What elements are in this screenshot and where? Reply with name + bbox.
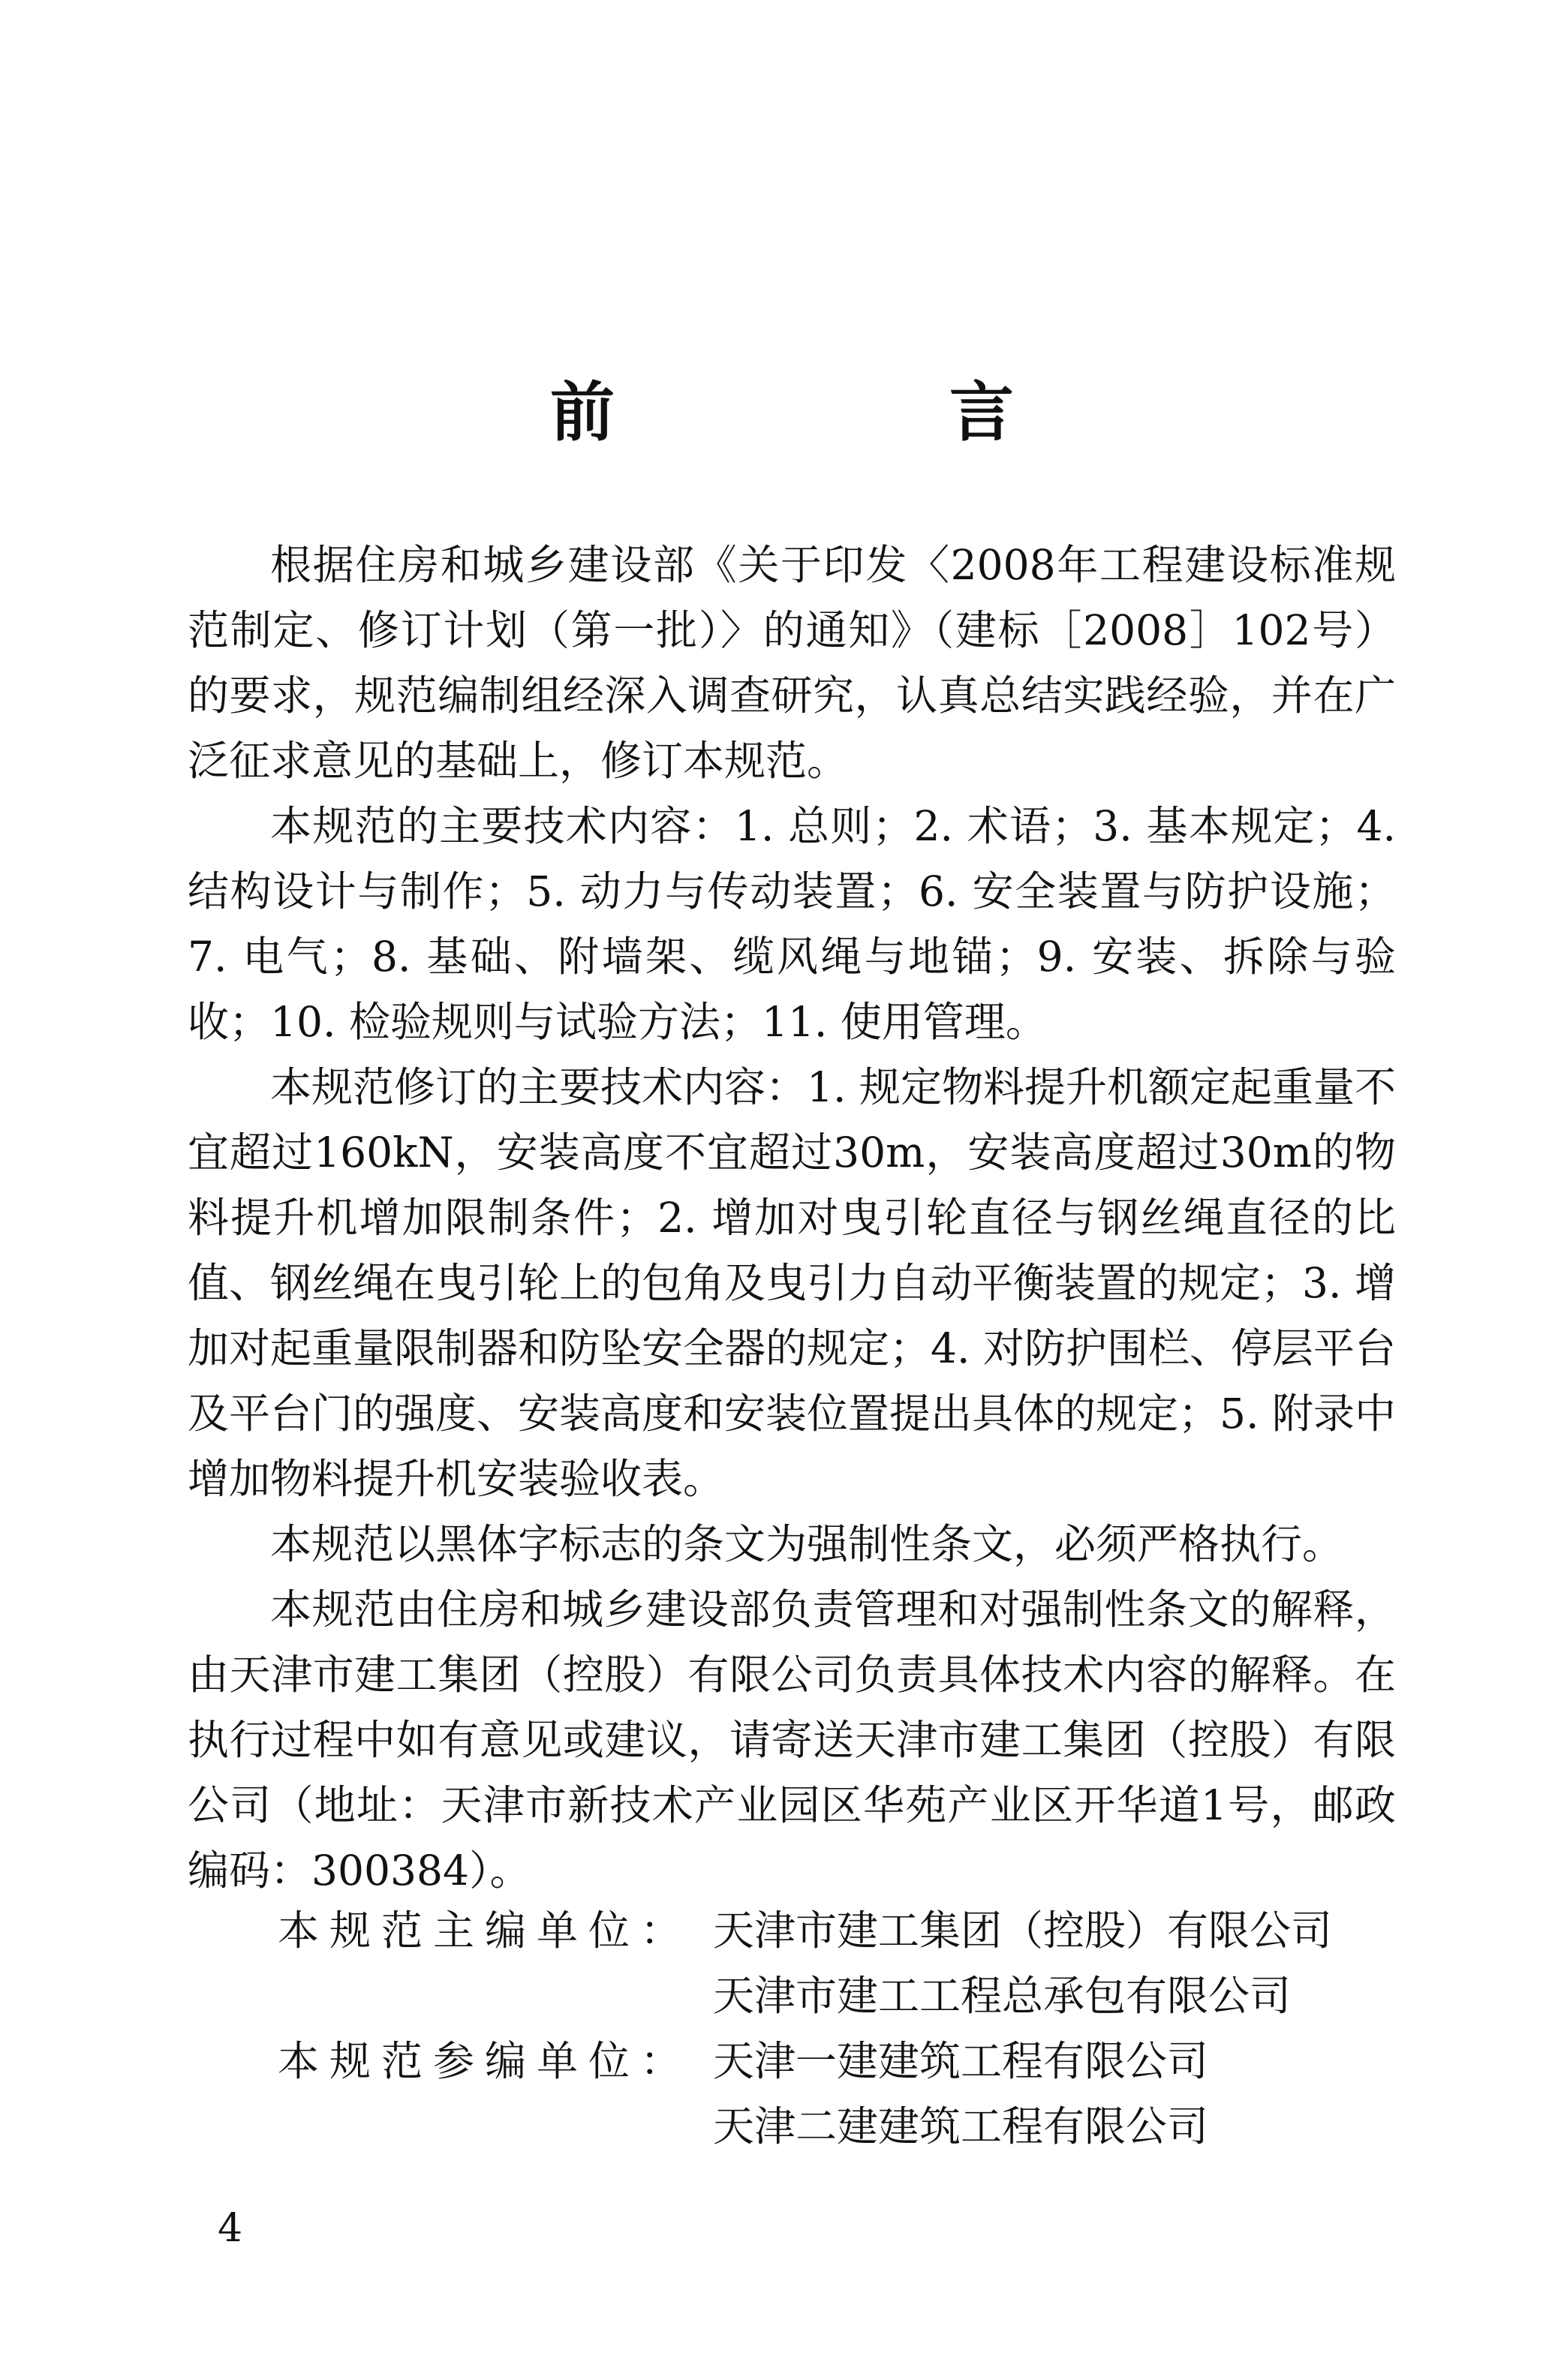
participating-unit: 天津二建建筑工程有限公司 [713, 2102, 1209, 2150]
participating-units-list [713, 2029, 1208, 2159]
chief-units-label: 本规范主编单位： [278, 1907, 693, 1955]
paragraph-management: 本规范由住房和城乡建设部负责管理和对强制性条文的解释，由天津市建工集团（控股）有限公司负责具体技术内容的解释。在执行过程中如有意见或建议，请寄送天津市建工集团（控股）有限公司（地址：天津市新技术产业园区华苑产业区开华道1号，邮政编码：300384）。 [188, 1585, 1396, 1895]
participating-units-row [278, 2029, 1332, 2159]
chief-units-list [713, 1898, 1332, 2029]
participating-units-label: 本规范参编单位： [278, 2037, 693, 2085]
compiling-units [278, 1898, 1332, 2159]
page-title: 前 言 [550, 375, 1149, 450]
preface-body [188, 533, 1396, 1904]
paragraph-main-contents: 本规范的主要技术内容：1. 总则；2. 术语；3. 基本规定；4. 结构设计与制作；5. 动力与传动装置；6. 安全装置与防护设施；7. 电气；8. 基础、附墙架、缆风绳与地锚；9. 安装、拆除与验收；10. 检验规则与试验方法；11. 使用管理。 [188, 802, 1396, 1046]
chief-units-row [278, 1898, 1332, 2029]
paragraph-revision-contents: 本规范修订的主要技术内容：1. 规定物料提升机额定起重量不宜超过160kN，安装高度不宜超过30m，安装高度超过30m的物料提升机增加限制条件；2. 增加对曳引轮直径与钢丝绳直径的比值、钢丝绳在曳引轮上的包角及曳引力自动平衡装置的规定；3. 增加对起重量限制器和防坠安全器的规定；4. 对防护围栏、停层平台及平台门的强度、安装高度和安装位置提出具体的规定；5. 附录中增加物料提升机安装验收表。 [188, 1063, 1396, 1503]
paragraph-basis: 根据住房和城乡建设部《关于印发〈2008年工程建设标准规范制定、修订计划（第一批）〉的通知》（建标［2008］102号）的要求，规范编制组经深入调查研究，认真总结实践经验，并在广泛征求意见的基础上，修订本规范。 [188, 541, 1396, 785]
chief-unit: 天津市建工集团（控股）有限公司 [713, 1907, 1333, 1955]
participating-unit: 天津一建建筑工程有限公司 [713, 2037, 1209, 2085]
paragraph-mandatory-clauses: 本规范以黑体字标志的条文为强制性条文，必须严格执行。 [270, 1520, 1344, 1568]
page-number: 4 [218, 2206, 243, 2251]
chief-unit: 天津市建工工程总承包有限公司 [713, 1972, 1292, 2020]
